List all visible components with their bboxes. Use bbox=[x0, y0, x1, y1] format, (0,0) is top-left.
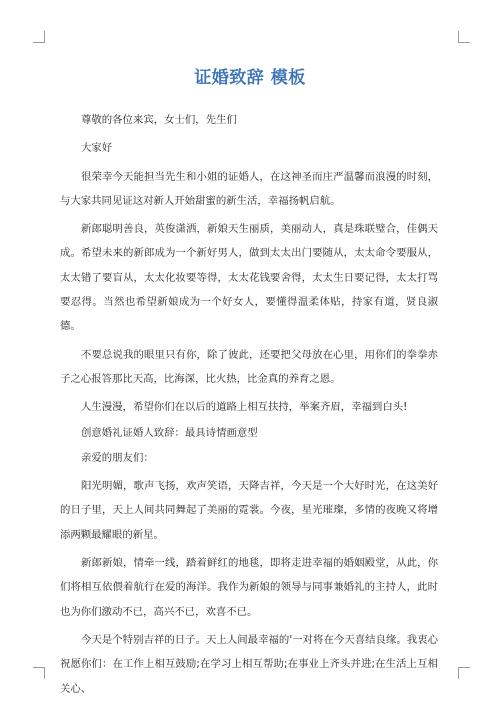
paragraph: 新郎聪明善良，英俊潇洒，新娘天生丽质，美丽动人，真是珠联璧合，佳偶天成。希望未来的新郎成为一个新好男人，做到太太出门要随从，太太命令要服从，太太错了要盲从，太太化妆要等得，太太花钱要舍得，太太生日要记得，太太打骂要忍得。当然也希望新娘成为一个好女人，要懂得温柔体贴，持家有道，贤良淑德。 bbox=[60, 223, 438, 333]
paragraph: 不要总说我的眼里只有你，除了彼此，还要把父母放在心里，用你们的拳拳赤子之心报答那比天高，比海深，比火热，比金真的养育之恩。 bbox=[60, 348, 438, 385]
paragraph: 今天是个特别吉祥的日子。天上人间最幸福的'一对将在今天喜结良缘。我衷心祝愿你们：在工作上相互鼓励;在学习上相互帮助;在事业上齐头并进;在生活上互相关心、 bbox=[60, 633, 438, 695]
document-body bbox=[60, 108, 438, 705]
page-corner-mark-top-left bbox=[33, 31, 45, 43]
page-corner-mark-top-right bbox=[458, 31, 470, 43]
paragraph-greeting: 大家好 bbox=[81, 142, 113, 155]
paragraph: 很荣幸今天能担当先生和小姐的证婚人，在这神圣而庄严温馨而浪漫的时刻，与大家共同见证这对新人开始甜蜜的新生活，幸福扬帆启航。 bbox=[60, 170, 438, 207]
paragraph-salutation: 亲爱的朋友们： bbox=[81, 451, 154, 464]
paragraph-salutation: 尊敬的各位来宾，女士们，先生们 bbox=[81, 114, 237, 126]
paragraph: 新郎新娘，情牵一线，踏着鲜红的地毯，即将走进幸福的婚姻殿堂，从此，你们将相互依偎着航行在爱的海洋。我作为新娘的领导与同事兼婚礼的主持人，此时也为你们激动不已，高兴不已，欢喜不已。 bbox=[60, 557, 438, 618]
section-heading: 创意婚礼证婚人致辞：最具诗情画意型 bbox=[81, 426, 258, 439]
document-title: 证婚致辞 模板 bbox=[194, 68, 306, 88]
page-corner-mark-bottom-left bbox=[33, 667, 45, 679]
paragraph: 人生漫漫，希望你们在以后的道路上相互扶持，举案齐眉，幸福到白头! bbox=[81, 401, 408, 414]
page-corner-mark-bottom-right bbox=[458, 667, 470, 679]
paragraph: 阳光明媚，歌声飞扬，欢声笑语，天降吉祥，今天是一个大好时光，在这美好的日子里，天上人间共同舞起了美丽的霓裳。今夜，星光璀璨，多情的夜晚又将增添两颗最耀眼的新星。 bbox=[60, 480, 438, 541]
